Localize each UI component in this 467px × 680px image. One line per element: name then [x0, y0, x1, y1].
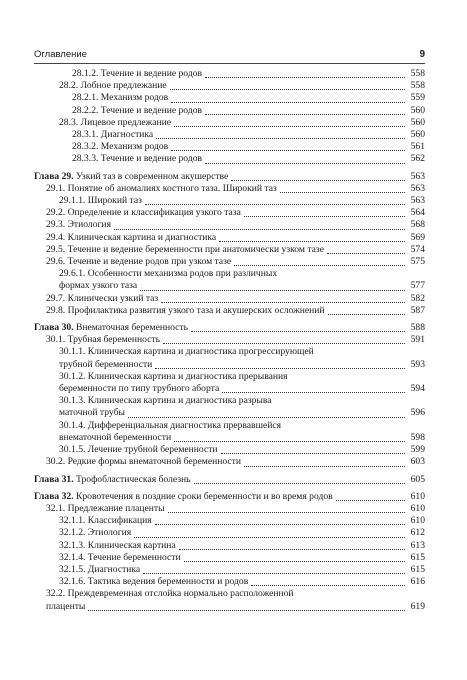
- dot-leader: [179, 548, 405, 550]
- toc-entry-row[interactable]: [34, 141, 425, 153]
- toc-page-number: 560: [410, 104, 425, 116]
- toc-entry-title: 28.3.3. Течение и ведение родов: [72, 153, 203, 165]
- dot-leader: [155, 367, 405, 369]
- dot-leader: [234, 264, 405, 266]
- toc-entry-first-line: 30.1.4. Дифференциальная диагностика прервавшейся: [59, 419, 282, 431]
- toc-chapter-row[interactable]: [34, 171, 425, 183]
- toc-page-number: 594: [410, 383, 425, 395]
- chapter-label: Глава 29.: [34, 170, 74, 182]
- toc-page-number: 563: [410, 170, 425, 182]
- toc-entry-row[interactable]: [34, 153, 425, 165]
- toc-entry-title: 30.1. Трубная беременность: [46, 334, 161, 346]
- toc-entry-first-line: 32.2. Преждевременная отслойка нормально расположенной: [46, 588, 294, 600]
- dot-leader: [145, 203, 405, 205]
- toc-entry-title: [34, 171, 228, 183]
- toc-page-number: 575: [410, 256, 425, 268]
- toc-page-number: 558: [410, 80, 425, 92]
- dot-leader: [114, 228, 405, 230]
- toc-page-number: 560: [410, 116, 425, 128]
- toc-entry-title: 28.3.2. Механизм родов: [72, 141, 169, 153]
- running-header: [34, 49, 425, 64]
- toc-entry-first-line: 30.1.2. Клиническая картина и диагностика прерывания: [59, 370, 288, 382]
- toc-chapter-row[interactable]: [34, 474, 425, 486]
- toc-page-number: 563: [410, 182, 425, 194]
- toc-page-number: 577: [410, 280, 425, 292]
- toc-page-number: 610: [410, 490, 425, 502]
- header-page-number: 9: [419, 49, 425, 60]
- dot-leader: [161, 301, 405, 303]
- toc-page-number: 561: [410, 141, 425, 153]
- toc-page-number: 596: [410, 407, 425, 419]
- toc-entry-row[interactable]: [34, 207, 425, 219]
- toc-page-number: 613: [410, 539, 425, 551]
- toc-entry-row[interactable]: [34, 527, 425, 539]
- dot-leader: [163, 342, 405, 344]
- toc-entry-row[interactable]: [34, 92, 425, 104]
- toc-entry-row[interactable]: [34, 407, 425, 419]
- toc-entry-title: 32.1.3. Клиническая картина: [59, 539, 176, 551]
- toc-entry-title: 29.8. Профилактика развития узкого таза и акушерских осложнений: [46, 304, 325, 316]
- toc-entry-row[interactable]: [34, 195, 425, 207]
- toc-page-number: 616: [410, 576, 425, 588]
- toc-entry-row[interactable]: [34, 280, 425, 292]
- dot-leader: [280, 191, 405, 193]
- toc-entry-title: 32.1.6. Тактика ведения беременности и родов: [59, 576, 249, 588]
- dot-leader: [205, 76, 405, 78]
- dot-leader: [184, 560, 405, 562]
- toc-entry-title: 30.2. Редкие формы внематочной беременности: [46, 456, 241, 468]
- toc-entry-row[interactable]: [34, 232, 425, 244]
- toc-page-number: 605: [410, 473, 425, 485]
- toc-page-number: 558: [410, 68, 425, 79]
- toc-entry-first-line: 30.1.3. Клиническая картина и диагностика разрыва: [59, 395, 272, 407]
- chapter-title: Кровотечения в поздние сроки беременности и во время родов: [73, 490, 333, 502]
- dot-leader: [143, 572, 405, 574]
- toc-entry-title: 28.2.1. Механизм родов: [72, 92, 169, 104]
- toc-page-number: 582: [410, 292, 425, 304]
- dot-leader: [251, 584, 405, 586]
- dot-leader: [205, 113, 405, 115]
- toc-entry-row[interactable]: [34, 383, 425, 395]
- toc-entry-title: трубной беременности: [59, 358, 153, 370]
- toc-entry-row[interactable]: [34, 129, 425, 141]
- dot-leader: [156, 137, 405, 139]
- toc-entry-row[interactable]: [34, 256, 425, 268]
- chapter-label: Глава 31.: [34, 473, 74, 485]
- table-of-contents: [34, 68, 425, 613]
- dot-leader: [174, 440, 405, 442]
- dot-leader: [327, 252, 405, 254]
- toc-entry-title: 32.1.2. Этиология: [59, 527, 132, 539]
- toc-page-number: 598: [410, 431, 425, 443]
- toc-entry-title: 30.1.5. Лечение трубной беременности: [59, 444, 218, 456]
- toc-entry-row[interactable]: [34, 105, 425, 117]
- toc-page-number: 559: [410, 92, 425, 104]
- toc-entry-title: маточной трубы: [59, 407, 125, 419]
- dot-leader: [128, 416, 405, 418]
- toc-page-number: 615: [410, 563, 425, 575]
- toc-entry-title: [34, 474, 191, 486]
- toc-entry-title: 29.3. Этиология: [46, 219, 111, 231]
- toc-page-number: 619: [410, 600, 425, 612]
- toc-page-number: 599: [410, 444, 425, 456]
- dot-leader: [205, 162, 405, 164]
- toc-page-number: 593: [410, 358, 425, 370]
- toc-entry-title: 29.1. Понятие об аномалиях костного таза. Широкий таз: [46, 182, 277, 194]
- dot-leader: [174, 125, 405, 127]
- dot-leader: [328, 313, 405, 315]
- toc-entry-title: 28.1.2. Течение и ведение родов: [72, 68, 203, 79]
- toc-entry-row[interactable]: [34, 359, 425, 371]
- toc-page-number: 568: [410, 219, 425, 231]
- toc-entry-title: 29.5. Течение и ведение беременности при анатомически узком тазе: [46, 243, 324, 255]
- toc-entry-title: [34, 491, 333, 503]
- toc-page-number: 564: [410, 207, 425, 219]
- toc-entry-row[interactable]: [34, 564, 425, 576]
- toc-entry-first-line: 29.6.1. Особенности механизма родов при различных: [59, 268, 278, 280]
- toc-entry-row[interactable]: [34, 117, 425, 129]
- toc-entry-row[interactable]: [34, 552, 425, 564]
- toc-entry-row[interactable]: [34, 515, 425, 527]
- dot-leader: [222, 391, 405, 393]
- dot-leader: [168, 511, 405, 513]
- dot-leader: [191, 330, 405, 332]
- dot-leader: [219, 240, 405, 242]
- toc-entry-title: 29.2. Определение и классификация узкого таза: [46, 207, 241, 219]
- toc-entry-row[interactable]: [34, 503, 425, 515]
- toc-entry-title: беременности по типу трубного аборта: [59, 383, 220, 395]
- toc-entry-row[interactable]: [34, 293, 425, 305]
- header-title: Оглавление: [34, 49, 87, 60]
- toc-entry-row[interactable]: [34, 456, 425, 468]
- toc-page-number: 569: [410, 231, 425, 243]
- dot-leader: [88, 609, 405, 611]
- toc-page-number: 587: [410, 304, 425, 316]
- toc-entry-title: 29.1.1. Широкий таз: [59, 195, 142, 207]
- toc-entry-title: 28.3.1. Диагностика: [72, 129, 154, 141]
- toc-page-number: 562: [410, 153, 425, 165]
- dot-leader: [134, 536, 405, 538]
- toc-entry-row[interactable]: [34, 68, 425, 80]
- dot-leader: [171, 101, 405, 103]
- chapter-title: Узкий таз в современном акушерстве: [73, 170, 229, 182]
- toc-page-number: 615: [410, 551, 425, 563]
- toc-entry-row[interactable]: [34, 244, 425, 256]
- toc-entry-title: 28.2. Лобное предлежание: [59, 80, 167, 92]
- toc-page-number: 591: [410, 334, 425, 346]
- toc-page-number: 588: [410, 322, 425, 334]
- toc-page-number: 560: [410, 129, 425, 141]
- toc-entry-row[interactable]: [34, 432, 425, 444]
- toc-entry-row[interactable]: [34, 183, 425, 195]
- toc-entry-title: 29.6. Течение и ведение родов при узком тазе: [46, 256, 232, 268]
- toc-entry-title: 28.3. Лицевое предлежание: [59, 116, 172, 128]
- dot-leader: [244, 215, 405, 217]
- toc-entry-row[interactable]: [34, 334, 425, 346]
- toc-entry-row[interactable]: [34, 601, 425, 613]
- toc-entry-title: 32.1.4. Течение беременности: [59, 551, 181, 563]
- toc-entry-title: 28.2.2. Течение и ведение родов: [72, 104, 203, 116]
- toc-entry-row[interactable]: [34, 444, 425, 456]
- dot-leader: [170, 88, 405, 90]
- toc-page-number: 603: [410, 456, 425, 468]
- toc-entry-first-line: 30.1.1. Клиническая картина и диагностика прогрессирующей: [59, 346, 314, 358]
- toc-entry-title: 29.7. Клинически узкий таз: [46, 292, 159, 304]
- dot-leader: [221, 452, 405, 454]
- dot-leader: [336, 499, 405, 501]
- toc-entry-row[interactable]: [34, 576, 425, 588]
- chapter-label: Глава 32.: [34, 490, 74, 502]
- toc-page-number: 563: [410, 195, 425, 207]
- toc-entry-title: 32.1. Предлежание плаценты: [46, 502, 165, 514]
- toc-entry-title: плаценты: [46, 600, 86, 612]
- dot-leader: [231, 179, 405, 181]
- toc-entry-title: [34, 322, 188, 334]
- toc-entry-title: 29.4. Клиническая картина и диагностика: [46, 231, 217, 243]
- chapter-title: Трофобластическая болезнь: [73, 473, 191, 485]
- dot-leader: [194, 482, 405, 484]
- toc-chapter-row[interactable]: [34, 491, 425, 503]
- toc-entry-row[interactable]: [34, 80, 425, 92]
- dot-leader: [244, 465, 405, 467]
- toc-entry-title: 32.1.5. Диагностика: [59, 563, 141, 575]
- chapter-label: Глава 30.: [34, 322, 74, 334]
- toc-entry-title: 32.1.1. Классификация: [59, 515, 152, 527]
- toc-page-number: 612: [410, 527, 425, 539]
- dot-leader: [171, 149, 405, 151]
- toc-entry-row[interactable]: [34, 219, 425, 231]
- toc-entry-row[interactable]: [34, 540, 425, 552]
- toc-entry-row[interactable]: [34, 305, 425, 317]
- dot-leader: [155, 523, 405, 525]
- chapter-title: Внематочная беременность: [73, 322, 188, 334]
- toc-page-number: 610: [410, 502, 425, 514]
- toc-page-number: 610: [410, 515, 425, 527]
- toc-chapter-row[interactable]: [34, 322, 425, 334]
- toc-entry-title: внематочной беременности: [59, 431, 172, 443]
- dot-leader: [140, 289, 405, 291]
- toc-entry-title: формах узкого таза: [59, 280, 138, 292]
- toc-page-number: 574: [410, 243, 425, 255]
